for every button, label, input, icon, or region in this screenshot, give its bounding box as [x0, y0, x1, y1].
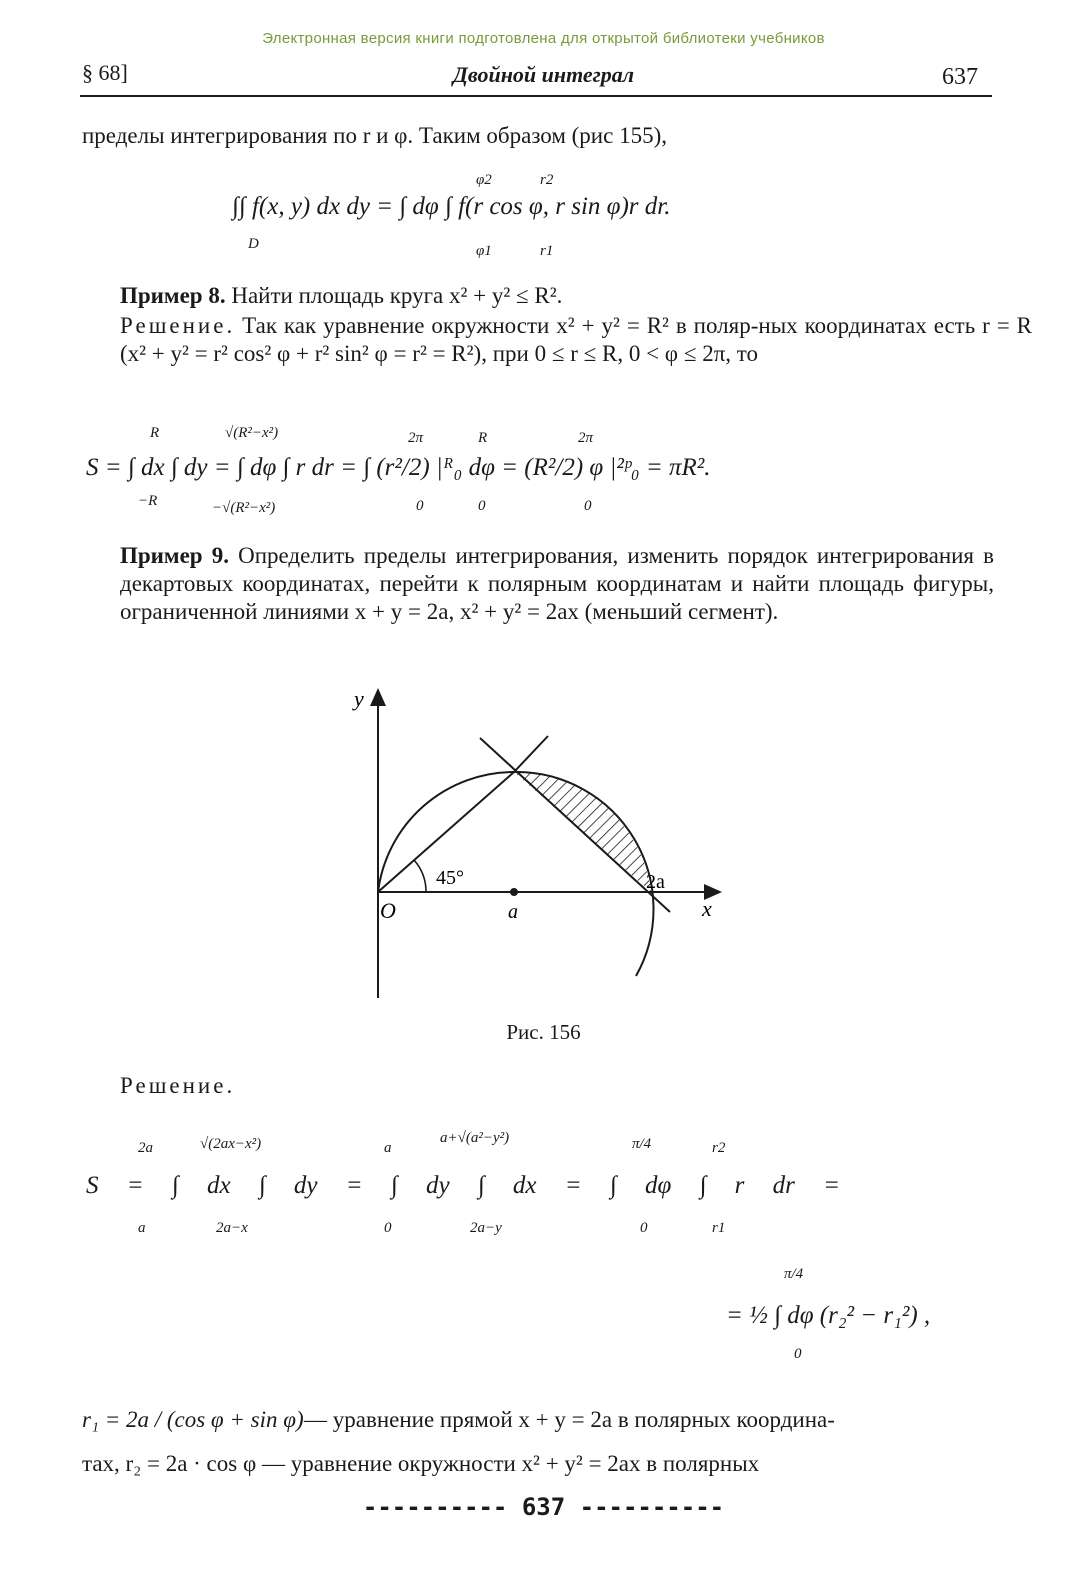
limit-top: r2 — [712, 1140, 726, 1156]
formula-half-integral: = ½ ∫ dφ (r₂² − r₁²) , — [726, 1302, 931, 1329]
solution-text: Так как уравнение окружности x² + y² = R² в поляр-ных координатах есть r = R (x² + y² = r² cos² φ + r² sin² φ = r² = R²), при 0 ≤ r ≤ R, 0 < φ ≤ 2π, то — [120, 313, 1032, 366]
limit-bottom: −R — [138, 493, 158, 509]
limit-bottom: 0 — [478, 498, 486, 514]
limit-bottom: 0 — [640, 1220, 648, 1236]
example-8-text: Найти площадь круга x² + y² ≤ R². — [231, 283, 563, 308]
running-title: Двойной интеграл — [452, 62, 635, 87]
limit-top: R — [478, 430, 488, 446]
label-origin: O — [380, 898, 396, 923]
label-y: y — [354, 686, 364, 711]
limit-bottom: −√(R²−x²) — [212, 500, 276, 516]
limit-bottom: 0 — [416, 498, 424, 514]
formula-polar-integral: ∫∫ f(x, y) dx dy = ∫ dφ ∫ f(r cos φ, r sin φ)r dr. — [232, 193, 671, 220]
limit-bottom: 2a−x — [216, 1220, 248, 1236]
example-9-label: Пример 9. — [120, 543, 229, 568]
example-9 — [82, 542, 994, 626]
figure-caption: Рис. 156 — [506, 1020, 581, 1044]
limit-bottom: r1 — [712, 1220, 726, 1236]
example-8 — [82, 282, 1032, 310]
header-rule — [80, 95, 992, 97]
page-number: 637 — [942, 64, 978, 90]
line-x-plus-y-extension — [514, 736, 548, 772]
limit-top: 2π — [408, 430, 424, 446]
limit-top: a — [384, 1140, 392, 1156]
limit-top: 2a — [138, 1140, 153, 1156]
limit-top: a+√(a²−y²) — [440, 1130, 510, 1146]
formula-area-cartesian-polar: S = ∫ dx ∫ dy = ∫ dy ∫ dx = ∫ dφ ∫ r dr = — [86, 1172, 840, 1199]
library-note: Электронная версия книги подготовлена для открытой библиотеки учебников — [262, 30, 825, 47]
center-point — [510, 888, 518, 896]
circle-arc — [378, 772, 654, 976]
limit-r2: r2 — [540, 172, 554, 188]
label-x: x — [702, 896, 712, 921]
limit-bottom: 0 — [384, 1220, 392, 1236]
limit-D: D — [248, 236, 259, 252]
limit-top: √(R²−x²) — [225, 425, 279, 441]
limit-phi1: φ1 — [476, 243, 492, 259]
formula-circle-area: S = ∫ dx ∫ dy = ∫ dφ ∫ r dr = ∫ (r²/2) |ᴿ₀ dφ = (R²/2) φ |²ᵖ₀ = πR². — [86, 454, 711, 481]
limit-r1: r1 — [540, 243, 554, 259]
closing-line-1: — уравнение прямой x + y = 2a в полярных координа- — [304, 1407, 835, 1432]
r1-definition: r₁ = 2a / (cos φ + sin φ) — [82, 1407, 304, 1432]
section-number: § 68] — [82, 60, 128, 85]
limit-top: π/4 — [784, 1266, 804, 1282]
line-x-plus-y — [480, 738, 670, 912]
label-2a: 2a — [646, 871, 665, 893]
limit-phi2: φ2 — [476, 172, 492, 188]
limit-top: π/4 — [632, 1136, 652, 1152]
limit-bottom: 0 — [584, 498, 592, 514]
solution-2-label: Решение. — [120, 1073, 236, 1098]
closing-line-2: тах, r₂ = 2a · cos φ — уравнение окружности x² + y² = 2ax в полярных — [82, 1451, 760, 1476]
limit-bottom: a — [138, 1220, 146, 1236]
limit-top: 2π — [578, 430, 594, 446]
intro-line: пределы интегрирования по r и φ. Таким образом (рис 155), — [82, 123, 667, 148]
figure-156 — [340, 680, 740, 1010]
solution-label: Решение. — [120, 313, 236, 338]
label-angle: 45° — [436, 867, 464, 889]
limit-bottom: 0 — [794, 1346, 802, 1362]
example-8-label: Пример 8. — [120, 283, 226, 308]
example-8-solution — [82, 312, 1032, 368]
angle-arc — [414, 860, 426, 892]
limit-bottom: 2a−y — [470, 1220, 502, 1236]
label-a: a — [508, 901, 518, 923]
limit-top: R — [150, 425, 160, 441]
limit-top: √(2ax−x²) — [200, 1136, 262, 1152]
example-9-text: Определить пределы интегрирования, изменить порядок интегрирования в декартовых координатах, перейти к полярным координатам и найти площадь фигуры, ограниченной линиями x + y = 2a, x² + y² = 2ax (меньший сегмент). — [120, 543, 994, 624]
page-footer: ---------- 637 ---------- — [362, 1493, 725, 1521]
